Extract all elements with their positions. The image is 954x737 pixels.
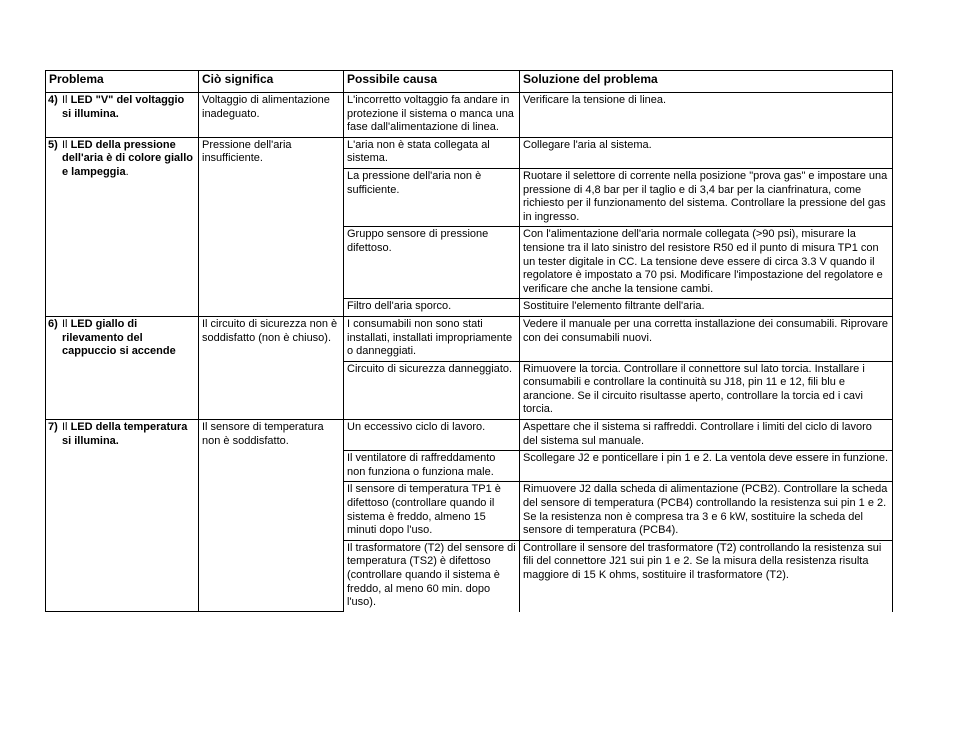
meaning-cell: Il circuito di sicurezza non è soddisfatto (non è chiuso). [199,316,344,419]
solution-cell: Rimuovere J2 dalla scheda di alimentazione (PCB2). Controllare la scheda del sensore di temperatura (PCB4) controllando la resistenza sui pin 1 e 2. Se la resistenza non è compresa tra 3 e 6 kW, sostituire la scheda del sensore di temperatura (PCB4). [520,482,893,540]
problem-number: 6) [48,317,58,330]
cause-cell: Gruppo sensore di pressione difettoso. [344,227,520,299]
table-row [46,93,893,138]
problem-number: 5) [48,138,58,151]
cause-cell: L'aria non è stata collegata al sistema. [344,137,520,168]
header-causa: Possibile causa [344,71,520,93]
header-row [46,71,893,93]
header-significato: Ciò significa [199,71,344,93]
table-row [46,420,893,451]
solution-cell: Aspettare che il sistema si raffreddi. Controllare i limiti del ciclo di lavoro del sistema sul manuale. [520,420,893,451]
solution-cell: Scollegare J2 e ponticellare i pin 1 e 2. La ventola deve essere in funzione. [520,451,893,482]
solution-cell: Rimuovere la torcia. Controllare il connettore sul lato torcia. Installare i consumabili e controllare la continuità su J18, pin 11 e 12, fili blu e arancione. Se il circuito risultasse aperto, controllare la torcia ed i cavi torcia. [520,361,893,419]
header-problema: Problema [46,71,199,93]
solution-cell: Collegare l'aria al sistema. [520,137,893,168]
cause-cell: L'incorretto voltaggio fa andare in protezione il sistema o manca una fase dall'alimentazione di linea. [344,93,520,138]
problem-cell: 7) Il LED della temperatura si illumina. [46,420,199,612]
cause-cell: Un eccessivo ciclo di lavoro. [344,420,520,451]
meaning-cell: Pressione dell'aria insufficiente. [199,137,344,316]
problem-cell: 4) Il LED "V" del voltaggio si illumina. [46,93,199,138]
solution-cell: Controllare il sensore del trasformatore (T2) controllando la resistenza sui fili del connettore J21 sui pin 1 e 2. Se la misura della resistenza risulta maggiore di 15 K ohms, sostituire il trasformatore (T2). [520,540,893,611]
cause-cell: La pressione dell'aria non è sufficiente. [344,168,520,226]
table-row [46,137,893,168]
troubleshooting-table [45,70,893,612]
problem-cell: 5) Il LED della pressione dell'aria è di colore giallo e lampeggia. [46,137,199,316]
problem-number: 4) [48,94,58,106]
meaning-cell: Voltaggio di alimentazione inadeguato. [199,93,344,138]
solution-cell: Sostituire l'elemento filtrante dell'aria. [520,299,893,317]
solution-cell: Verificare la tensione di linea. [520,93,893,138]
problem-cell: 6) Il LED giallo di rilevamento del cappuccio si accende [46,316,199,419]
cause-cell: I consumabili non sono stati installati, installati impropriamente o danneggiati. [344,316,520,361]
cause-cell: Il trasformatore (T2) del sensore di temperatura (TS2) è difettoso (controllare quando il sistema è freddo, al meno 60 min. dopo l'uso). [344,540,520,611]
solution-cell: Ruotare il selettore di corrente nella posizione "prova gas" e impostare una pressione di 4,8 bar per il taglio e di 3,4 bar per la cianfrinatura, come richiesto per il funzionamento del sistema. Controllare la pressione del gas in ingresso. [520,168,893,226]
solution-cell: Vedere il manuale per una corretta installazione dei consumabili. Riprovare con dei consumabili nuovi. [520,316,893,361]
problem-number: 7) [48,421,58,434]
header-soluzione: Soluzione del problema [520,71,893,93]
solution-cell: Con l'alimentazione dell'aria normale collegata (>90 psi), misurare la tensione tra il lato sinistro del resistore R50 ed il punto di misura TP1 con un tester digitale in CC. La tensione deve essere di circa 3.3 V quando il regolatore è impostato a 70 psi. Modificare l'impostazione del regolatore e verificare che anche la tensione cambi. [520,227,893,299]
cause-cell: Circuito di sicurezza danneggiato. [344,361,520,419]
meaning-cell: Il sensore di temperatura non è soddisfatto. [199,420,344,612]
cause-cell: Il sensore di temperatura TP1 è difettoso (controllare quando il sistema è freddo, almeno 15 minuti dopo l'uso. [344,482,520,540]
cause-cell: Il ventilatore di raffreddamento non funziona o funziona male. [344,451,520,482]
cause-cell: Filtro dell'aria sporco. [344,299,520,317]
table-row [46,316,893,361]
